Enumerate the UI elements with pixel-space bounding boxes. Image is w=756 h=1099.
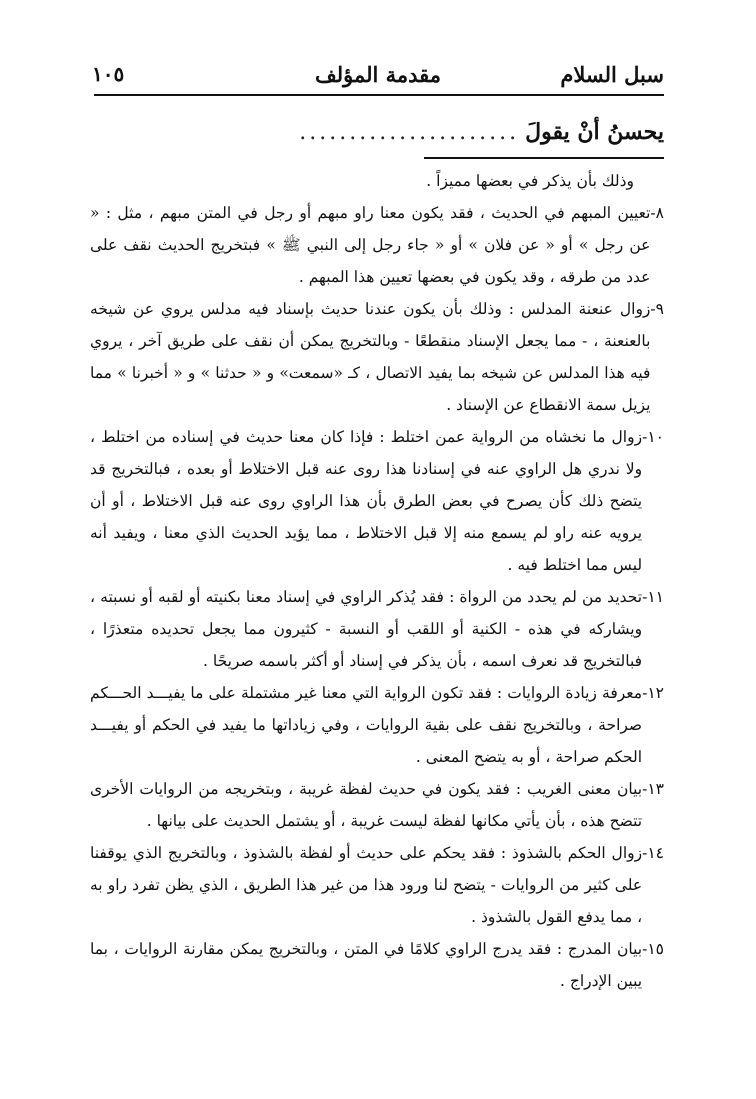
item-number: ٩- — [650, 300, 664, 318]
section-title: مقدمة المؤلف — [314, 61, 442, 87]
item-number: ١٥- — [642, 940, 664, 958]
item-text: معرفة زيادة الروايات : فقد تكون الرواية التي معنا غير مشتملة على ما يفيـــد الحـــكم صراحة ، وبالتخريج نقف على بقية الروايات ، وفي زياداتها ما يفيد في الحكم أو يفيـــد الحكم صراحة ، أو به يتضح المعنى . — [90, 684, 643, 766]
item-number: ١٤- — [642, 844, 664, 862]
leader-dots: ...................... — [299, 119, 520, 145]
item-number: ١١- — [642, 588, 664, 606]
header-rule — [94, 94, 664, 96]
item-text: زوال ما نخشاه من الرواية عمن اختلط : فإذا كان معنا حديث في إسناده من اختلط ، ولا ندري هل الراوي عنه في إسنادنا هذا روى عنه قبل الاختلاط أو بعده ، فبالتخريج قد يتضح ذلك كأن يصرح في بعض الطرق بأن هذا الراوي روى عنه قبل الاختلاط ، أو أن يرويه عنه راو لم يسمع منه إلا قبل الاختلاط ، مما يؤيد الحديث الذي معنا ، ويفيد أنه ليس مما اختلط فيه . — [90, 428, 643, 574]
item-text: تعيين المبهم في الحديث ، فقد يكون معنا راو مبهم أو رجل في المتن مبهم ، مثل : « عن رجل » أو « عن فلان » أو « جاء رجل إلى النبي ﷺ » فبتخريج الحديث نقف على عدد من طرقه ، وقد يكون في بعضها تعيين هذا المبهم . — [90, 204, 651, 286]
item-text: بيان المدرج : فقد يدرج الراوي كلامًا في المتن ، وبالتخريج يمكن مقارنة الروايات ، بما يبين الإدراج . — [90, 940, 643, 990]
item-text: تحديد من لم يحدد من الرواة : فقد يُذكر الراوي في إسناد معنا بكنيته أو لقبه أو نسبته ، ويشاركه في هذه - الكنية أو اللقب أو النسبة - كثيرون مما يجعل تحديده متعذرًا ، فبالتخريج قد نعرف اسمه ، بأن يذكر في إسناد أو أكثر باسمه صريحًا . — [90, 588, 643, 670]
list-item — [90, 773, 664, 837]
item-number: ٨- — [650, 204, 664, 222]
list-item — [90, 581, 664, 677]
list-item — [90, 197, 664, 293]
item-number: ١٠- — [642, 428, 664, 446]
running-header — [92, 56, 664, 92]
item-text: بيان معنى الغريب : فقد يكون في حديث لفظة غريبة ، وبتخريجه من الروايات الأخرى تتضح هذه ، بأن يأتي مكانها لفظة ليست غريبة ، أو يشتمل الحديث على بيانها . — [90, 780, 643, 830]
item-text: زوال الحكم بالشذوذ : فقد يحكم على حديث أو لفظة بالشذوذ ، وبالتخريج الذي يوقفنا على كثير من الروايات - يتضح لنا ورود هذا من غير هذا الطريق ، الذي يظن تفرد راو به ، مما يدفع القول بالشذوذ . — [90, 844, 643, 926]
list-item — [90, 293, 664, 421]
list-item — [90, 677, 664, 773]
list-item — [90, 837, 664, 933]
list-item — [90, 933, 664, 997]
footnote-separator-rule — [424, 157, 664, 159]
item-number: ١٣- — [642, 780, 664, 798]
page-number: ١٠٥ — [92, 62, 125, 86]
carried-over-line — [94, 112, 664, 152]
page-body — [90, 165, 664, 1029]
list-item — [90, 421, 664, 581]
item-number: ١٢- — [642, 684, 664, 702]
item-text: زوال عنعنة المدلس : وذلك بأن يكون عندنا حديث بإسناد فيه مدلس يروي عن شيخه بالعنعنة ، - مما يجعل الإسناد منقطعًا - وبالتخريج يمكن أن نقف على طريق آخر ، يروي فيه هذا المدلس عن شيخه بما يفيد الاتصال ، كـ «سمعت» و « حدثنا » و « أخبرنا » مما يزيل سمة الانقطاع عن الإسناد . — [90, 300, 651, 414]
opening-line: وذلك بأن يذكر في بعضها مميزاً . — [426, 172, 634, 190]
book-title: سبل السلام — [560, 61, 664, 87]
carried-over-text: يحسنُ أنْ يقولَ — [525, 119, 664, 145]
